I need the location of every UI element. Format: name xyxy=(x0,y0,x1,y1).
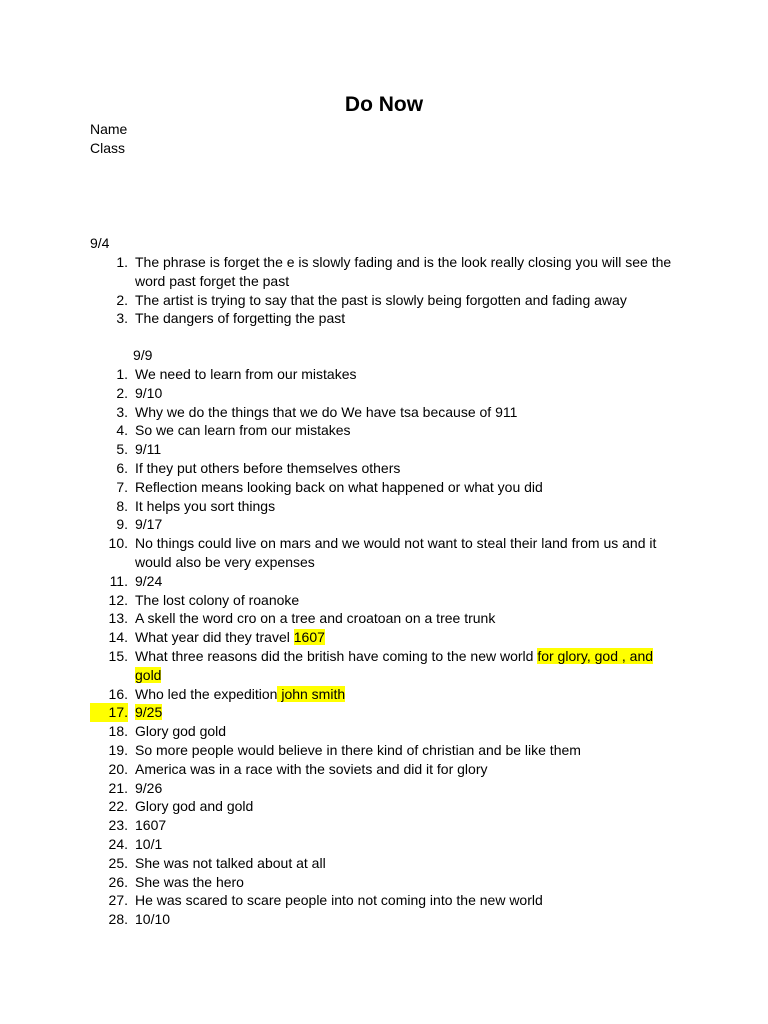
list-item xyxy=(90,628,680,647)
list-item-number: 14. xyxy=(108,629,128,646)
list-item-text: So more people would believe in there kind of christian and be like them xyxy=(135,741,581,758)
list-item xyxy=(90,910,680,929)
list-item-number: 20. xyxy=(108,760,128,777)
list-item-text: We need to learn from our mistakes xyxy=(135,366,357,382)
list-item-text: The lost colony of roanoke xyxy=(135,591,300,608)
list-item-text: Reflection means looking back on what happened or what you did xyxy=(135,478,543,495)
list-item-number: 10. xyxy=(108,535,128,552)
list-item xyxy=(90,421,680,440)
list-item-number: 15. xyxy=(108,647,128,664)
list-item-text: She was not talked about at all xyxy=(135,854,326,871)
list-item-text: If they put others before themselves others xyxy=(135,459,401,476)
list-item-number: 5. xyxy=(116,441,128,458)
list-item xyxy=(90,722,680,741)
list-item-number: 8. xyxy=(116,497,128,514)
list-item-text: She was the hero xyxy=(135,873,244,890)
list-item xyxy=(90,873,680,892)
list-item-text: 9/10 xyxy=(135,384,163,401)
list-item xyxy=(90,797,680,816)
list-item-text: 9/24 xyxy=(135,572,163,589)
list-item-number: 11. xyxy=(109,572,128,589)
list-item-number: 4. xyxy=(116,422,128,439)
list-item-number: 24. xyxy=(108,835,128,852)
list-item-text: No things could live on mars and we would not want to steal their land from us and it would also be very expenses xyxy=(135,535,657,570)
list-item xyxy=(90,253,680,291)
highlighted-answer: for glory, god , and gold xyxy=(135,647,654,683)
answer-list-9-9 xyxy=(90,365,680,929)
list-item-number: 28. xyxy=(108,911,128,928)
list-item-text: The dangers of forgetting the past xyxy=(135,310,346,327)
list-item-number: 18. xyxy=(108,723,128,740)
list-item xyxy=(90,384,680,403)
list-item-number: 19. xyxy=(108,741,128,758)
list-item-text: Glory god and gold xyxy=(135,798,254,815)
list-item xyxy=(90,291,680,310)
section-date-9-9: 9/9 xyxy=(133,347,153,363)
list-item xyxy=(90,741,680,760)
list-item-text: Why we do the things that we do We have tsa because of 911 xyxy=(135,403,518,420)
list-item-text: America was in a race with the soviets and did it for glory xyxy=(135,760,488,777)
list-item xyxy=(90,609,680,628)
list-item-number: 21. xyxy=(108,779,128,796)
list-item-number: 17. xyxy=(90,703,128,722)
list-item xyxy=(90,572,680,591)
list-item xyxy=(90,779,680,798)
list-item-number: 9. xyxy=(116,516,128,533)
list-item-text: 1607 xyxy=(135,817,167,834)
list-item xyxy=(90,891,680,910)
list-item-text: 9/17 xyxy=(135,516,163,533)
list-item-number: 12. xyxy=(108,591,128,608)
list-item-text: What three reasons did the british have coming to the new world xyxy=(135,647,538,664)
list-item-number: 22. xyxy=(108,798,128,815)
list-item-number: 1. xyxy=(116,254,128,270)
list-item-number: 3. xyxy=(116,403,128,420)
list-item-number: 25. xyxy=(108,854,128,871)
list-item-number: 6. xyxy=(116,459,128,476)
list-item-text: It helps you sort things xyxy=(135,497,276,514)
list-item-text: 9/25 xyxy=(135,704,163,721)
list-item-number: 2. xyxy=(116,384,128,401)
list-item xyxy=(90,403,680,422)
class-label: Class xyxy=(90,140,126,156)
list-item xyxy=(90,515,680,534)
answer-list-9-4 xyxy=(90,253,680,328)
list-item-number: 27. xyxy=(108,892,128,909)
list-item xyxy=(90,760,680,779)
list-item-text: 9/26 xyxy=(135,779,163,796)
list-item-text: The artist is trying to say that the past is slowly being forgotten and fading away xyxy=(135,291,627,308)
list-item xyxy=(90,365,680,384)
list-item xyxy=(90,591,680,610)
list-item-text: What year did they travel xyxy=(135,629,294,646)
list-item-text: So we can learn from our mistakes xyxy=(135,422,351,439)
list-item-number: 3. xyxy=(116,310,128,327)
list-item-text: Who led the expedition xyxy=(135,685,278,702)
name-label: Name xyxy=(90,121,128,137)
list-item-number: 23. xyxy=(108,817,128,834)
list-item xyxy=(90,459,680,478)
section-date-9-4: 9/4 xyxy=(90,235,110,251)
list-item-number: 1. xyxy=(116,366,128,382)
page-title: Do Now xyxy=(344,93,424,116)
list-item-number: 16. xyxy=(108,685,128,702)
list-item xyxy=(90,703,680,722)
list-item-text: 10/10 xyxy=(135,911,171,928)
list-item xyxy=(90,685,680,704)
list-item xyxy=(90,647,680,685)
list-item-number: 13. xyxy=(108,610,128,627)
list-item xyxy=(90,534,680,572)
list-item xyxy=(90,816,680,835)
list-item xyxy=(90,440,680,459)
list-item-text: The phrase is forget the e is slowly fading and is the look really closing you will see the word past forget the past xyxy=(135,254,672,289)
list-item-number: 2. xyxy=(116,291,128,308)
list-item xyxy=(90,478,680,497)
list-item xyxy=(90,497,680,516)
list-item-number: 7. xyxy=(116,478,128,495)
highlighted-answer: 1607 xyxy=(293,629,325,646)
list-item xyxy=(90,854,680,873)
list-item xyxy=(90,309,680,328)
list-item-number: 26. xyxy=(108,873,128,890)
list-item-text: Glory god gold xyxy=(135,723,227,740)
list-item-text: He was scared to scare people into not coming into the new world xyxy=(135,892,543,909)
list-item xyxy=(90,835,680,854)
list-item-text: A skell the word cro on a tree and croatoan on a tree trunk xyxy=(135,610,496,627)
highlighted-answer: john smith xyxy=(277,685,346,702)
list-item-text: 9/11 xyxy=(135,441,162,458)
list-item-text: 10/1 xyxy=(135,835,163,852)
